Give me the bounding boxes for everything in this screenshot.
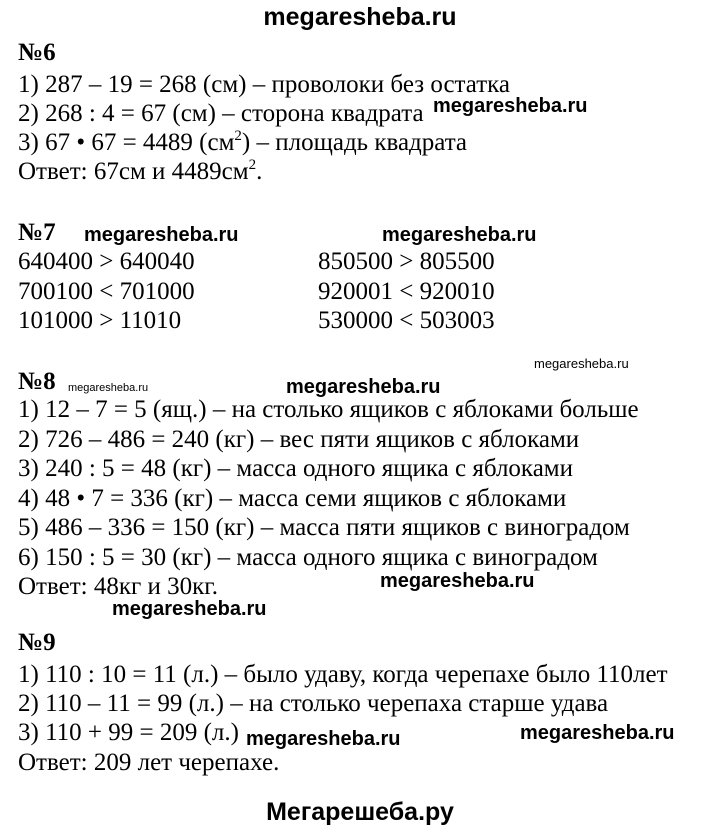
task8-line-4: 4) 48 • 7 = 336 (кг) – масса семи ящиков с яблоками (18, 485, 567, 512)
task7-cell-2-2: 920001 < 920010 (318, 278, 495, 305)
watermark: megaresheba.ru (286, 376, 441, 398)
watermark: megaresheba.ru (380, 570, 535, 592)
task7-cell-3-1: 101000 > 11010 (18, 307, 182, 334)
watermark: megaresheba.ru (534, 356, 629, 371)
task6-line-3-pre: 3) 67 • 67 = 4489 (см (18, 129, 235, 156)
task7-row-2 (18, 277, 495, 306)
task8-answer: Ответ: 48кг и 30кг. (18, 573, 218, 600)
watermark: megaresheba.ru (84, 224, 239, 246)
task6-answer (18, 157, 262, 186)
task6-answer-pre: Ответ: 67см и 4489см (18, 158, 249, 185)
task7-cell-2-1: 700100 < 701000 (18, 278, 195, 305)
watermark: megaresheba.ru (68, 382, 149, 394)
task6-answer-sup: 2 (248, 157, 257, 173)
site-footer: Мегарешеба.ру (266, 798, 454, 826)
task8-line-5: 5) 486 – 336 = 150 (кг) – масса пяти ящиков с виноградом (18, 514, 630, 541)
task7-cell-1-1: 640400 > 640040 (18, 248, 195, 275)
task6-answer-post: . (256, 158, 263, 185)
task9-line-2: 2) 110 – 11 = 99 (л.) – на столько черепаха старше удава (18, 690, 609, 717)
task8-line-2: 2) 726 – 486 = 240 (кг) – вес пяти ящиков с яблоками (18, 426, 580, 453)
watermark: megaresheba.ru (433, 95, 588, 117)
task8-title: №8 (18, 368, 56, 395)
task9-answer: Ответ: 209 лет черепахе. (18, 749, 280, 776)
task6-line-1: 1) 287 – 19 = 268 (см) – проволоки без остатка (18, 71, 511, 98)
task6-line-3 (18, 128, 467, 157)
watermark: megaresheba.ru (382, 224, 537, 246)
task6-title: №6 (18, 39, 56, 66)
task6-line-3-post: ) – площадь квадрата (241, 129, 468, 156)
watermark: megaresheba.ru (520, 722, 675, 744)
task7-row-3 (18, 306, 495, 335)
task6-line-3-sup: 2 (234, 128, 242, 144)
task9-line-3: 3) 110 + 99 = 209 (л.) (18, 719, 239, 746)
site-header: megaresheba.ru (263, 3, 457, 31)
task7-cell-3-2: 530000 < 503003 (318, 307, 495, 334)
watermark: megaresheba.ru (112, 598, 267, 620)
task7-row-1 (18, 247, 495, 276)
task7-title: №7 (18, 219, 56, 246)
task6-line-2: 2) 268 : 4 = 67 (см) – сторона квадрата (18, 100, 424, 127)
watermark: megaresheba.ru (246, 728, 401, 750)
task7-cell-1-2: 850500 > 805500 (318, 248, 495, 275)
task8-line-3: 3) 240 : 5 = 48 (кг) – масса одного ящика с яблоками (18, 455, 573, 482)
task8-line-6: 6) 150 : 5 = 30 (кг) – масса одного ящика с виноградом (18, 544, 598, 571)
task9-title: №9 (18, 629, 56, 656)
task9-line-1: 1) 110 : 10 = 11 (л.) – было удаву, когда черепахе было 110лет (18, 661, 668, 688)
task8-line-1: 1) 12 – 7 = 5 (ящ.) – на столько ящиков с яблоками больше (18, 396, 639, 423)
